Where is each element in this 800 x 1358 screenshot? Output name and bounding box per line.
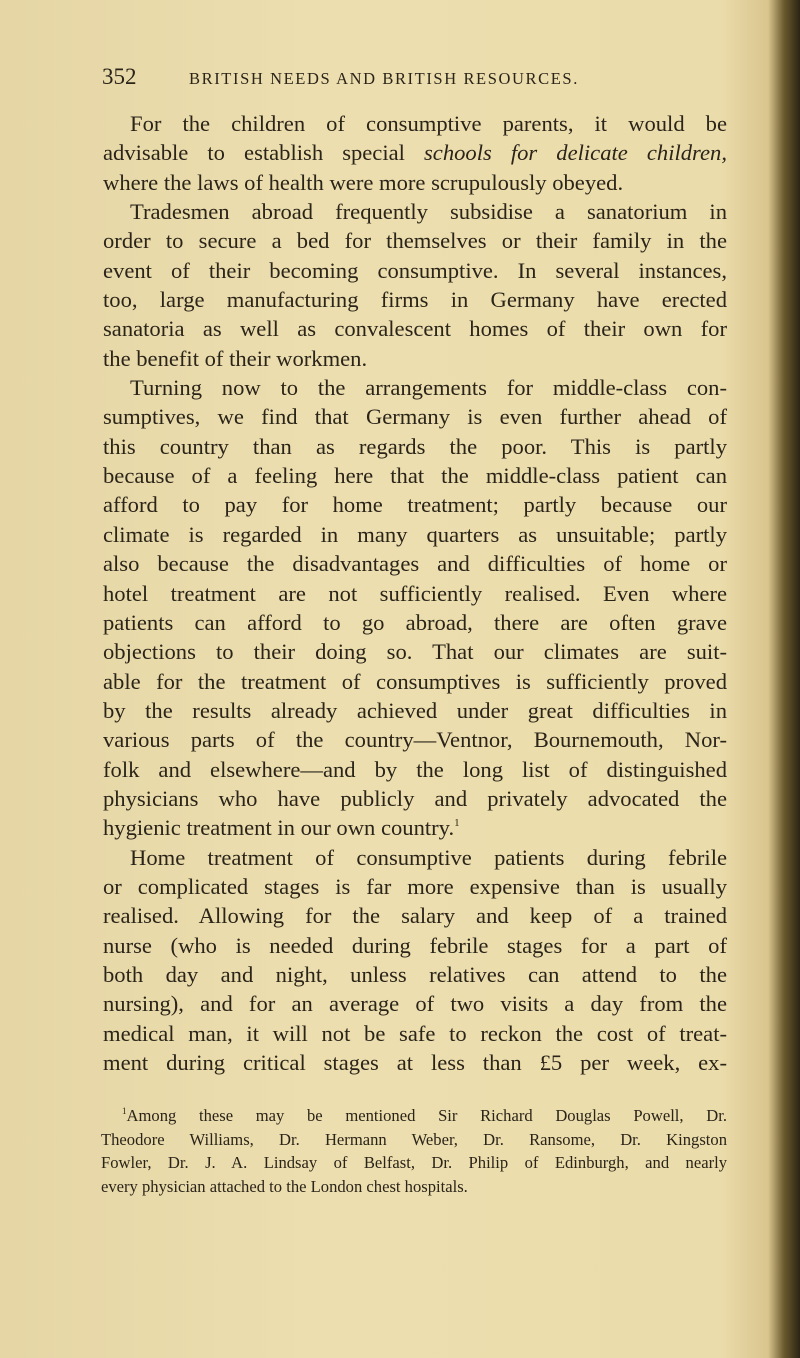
text-run: ment during critical stages at less than £5 per week, ex- (103, 1050, 727, 1075)
footnote-line (101, 1175, 727, 1199)
text-run: medical man, it will not be safe to reckon the cost of treat- (103, 1020, 727, 1046)
text-line (103, 872, 727, 901)
text-line (103, 138, 727, 167)
paragraph (103, 373, 727, 843)
text-line (103, 461, 727, 490)
italic-text: schools for delicate children, (424, 140, 727, 166)
text-run: patients can afford to go abroad, there are often grave (103, 609, 727, 635)
text-line (103, 696, 727, 725)
text-run: also because the disadvantages and difficulties of home or (103, 551, 727, 577)
text-line (103, 256, 727, 285)
text-line (103, 843, 727, 872)
text-run: sumptives, we find that Germany is even further ahead of (103, 404, 727, 430)
text-line (103, 490, 727, 519)
text-line (103, 344, 727, 373)
text-run: Turning now to the arrangements for middle-class con- (130, 375, 727, 401)
paragraph (103, 197, 727, 373)
text-run: nurse (who is needed during febrile stages for a part of (103, 932, 727, 958)
running-title: BRITISH NEEDS AND BRITISH RESOURCES. (189, 69, 579, 88)
footnote-line (101, 1104, 727, 1128)
text-run: because of a feeling here that the middle-class patient can (103, 463, 727, 489)
footnote-line (101, 1128, 727, 1152)
text-run: realised. Allowing for the salary and keep of a trained (103, 903, 727, 929)
text-run: hygienic treatment in our own country. (103, 815, 455, 841)
text-line (103, 1048, 727, 1077)
text-line (103, 520, 727, 549)
text-run: sanatoria as well as convalescent homes of their own for (103, 316, 727, 342)
footnote-marker: 1 (122, 1106, 127, 1116)
text-line (103, 1019, 727, 1048)
text-line (103, 549, 727, 578)
text-run: various parts of the country—Ventnor, Bournemouth, Nor- (103, 727, 727, 753)
text-run: For the children of consumptive parents, it would be (130, 111, 727, 136)
text-line (103, 285, 727, 314)
text-run: where the laws of health were more scrupulously obeyed. (103, 169, 624, 195)
text-line (103, 579, 727, 608)
text-run: afford to pay for home treatment; partly because our (103, 492, 727, 518)
text-run: Fowler, Dr. J. A. Lindsay of Belfast, Dr. Philip of Edinburgh, and nearly (101, 1153, 727, 1172)
text-line (103, 226, 727, 255)
text-line (103, 197, 727, 226)
footnote (101, 1104, 727, 1198)
text-line (103, 989, 727, 1018)
text-run: nursing), and for an average of two visits a day from the (103, 991, 727, 1017)
text-run: too, large manufacturing firms in Germany have erected (103, 287, 727, 313)
paragraph (103, 843, 727, 1078)
text-line (103, 168, 727, 197)
text-line (103, 109, 727, 138)
text-run: hotel treatment are not sufficiently realised. Even where (103, 580, 727, 606)
text-run: folk and elsewhere—and by the long list of distinguished (103, 756, 727, 782)
text-run: able for the treatment of consumptives is sufficiently proved (103, 668, 727, 694)
text-line (103, 432, 727, 461)
text-line (103, 608, 727, 637)
text-run: this country than as regards the poor. This is partly (103, 433, 727, 459)
text-line (103, 373, 727, 402)
footnote-line (101, 1151, 727, 1175)
text-run: both day and night, unless relatives can attend to the (103, 961, 727, 987)
text-run: objections to their doing so. That our climates are suit- (103, 639, 727, 665)
text-run: every physician attached to the London chest hospitals. (101, 1176, 468, 1196)
paragraph (103, 109, 727, 197)
text-run: Home treatment of consumptive patients during febrile (130, 844, 727, 870)
text-run: by the results already achieved under great difficulties in (103, 697, 727, 723)
text-run: physicians who have publicly and privately advocated the (103, 785, 727, 811)
text-line (103, 813, 727, 842)
text-line (103, 314, 727, 343)
text-line (103, 901, 727, 930)
text-run: event of their becoming consumptive. In several instances, (103, 257, 727, 283)
text-run: advisable to establish special (103, 140, 424, 166)
text-line (103, 402, 727, 431)
text-line (103, 637, 727, 666)
text-run: climate is regarded in many quarters as unsuitable; partly (103, 521, 727, 547)
text-run: Among these may be mentioned Sir Richard Douglas Powell, Dr. (126, 1106, 727, 1125)
text-run: or complicated stages is far more expensive than is usually (103, 873, 727, 899)
page-number: 352 (102, 64, 137, 89)
text-line (103, 931, 727, 960)
footnote-reference: 1 (454, 817, 460, 830)
text-line (103, 784, 727, 813)
text-line (103, 755, 727, 784)
text-line (103, 725, 727, 754)
text-run: Theodore Williams, Dr. Hermann Weber, Dr. Ransome, Dr. Kingston (101, 1129, 727, 1149)
text-run: order to secure a bed for themselves or their family in the (103, 228, 727, 254)
text-line (103, 960, 727, 989)
text-line (103, 667, 727, 696)
body-text (103, 109, 727, 1077)
text-run: Tradesmen abroad frequently subsidise a sanatorium in (130, 199, 727, 225)
text-run: the benefit of their workmen. (103, 345, 368, 371)
